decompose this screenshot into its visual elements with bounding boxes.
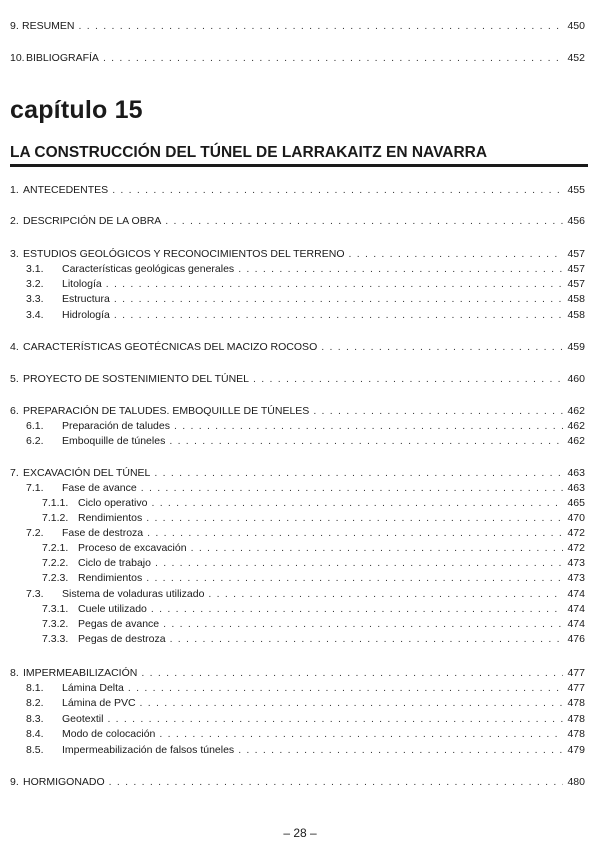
toc-entry-page: 470 <box>567 512 585 524</box>
toc-entry-number: 7.3.3. <box>42 633 69 645</box>
toc-entry-resumen <box>10 20 585 33</box>
toc-entry-label: Modo de colocación <box>62 728 156 740</box>
dot-leader <box>107 713 563 726</box>
toc-entry <box>26 697 585 710</box>
toc-entry-page: 477 <box>567 682 585 694</box>
dot-leader <box>114 309 564 322</box>
toc-entry-page: 463 <box>567 467 585 479</box>
toc-entry <box>10 405 585 418</box>
chapter-subtitle: LA CONSTRUCCIÓN DEL TÚNEL DE LARRAKAITZ EN NAVARRA <box>10 144 588 167</box>
toc-entry-page: 455 <box>567 184 585 196</box>
toc-entry-label: Geotextil <box>62 713 104 725</box>
toc-entry-label: Ciclo de trabajo <box>78 557 151 569</box>
dot-leader <box>155 557 564 570</box>
dot-leader <box>141 482 564 495</box>
toc-entry-page: 457 <box>567 263 585 275</box>
dot-leader <box>151 497 563 510</box>
toc-entry-number: 2. <box>10 215 19 227</box>
dot-leader <box>79 20 564 33</box>
dot-leader <box>163 618 563 631</box>
toc-entry-label: RESUMEN <box>22 20 75 32</box>
toc-entry-page: 463 <box>567 482 585 494</box>
dot-leader <box>112 184 563 197</box>
toc-entry-label: Sistema de voladuras utilizado <box>62 588 205 600</box>
toc-entry-number: 7.3. <box>26 588 44 600</box>
toc-entry <box>42 633 585 646</box>
toc-entry <box>42 497 585 510</box>
dot-leader <box>147 527 563 540</box>
toc-entry-number: 7.1.2. <box>42 512 69 524</box>
toc-entry-label: Rendimientos <box>78 512 143 524</box>
toc-entry <box>42 557 585 570</box>
dot-leader <box>348 248 563 261</box>
toc-entry-number: 5. <box>10 373 19 385</box>
toc-entry <box>10 184 585 197</box>
toc-entry-page: 476 <box>567 633 585 645</box>
toc-entry-page: 450 <box>567 20 585 32</box>
toc-entry-page: 465 <box>567 497 585 509</box>
toc-entry-number: 7.1. <box>26 482 44 494</box>
toc-entry-page: 452 <box>567 52 585 64</box>
toc-entry-number: 10. <box>10 52 25 64</box>
toc-entry <box>26 309 585 322</box>
toc-entry-label: Fase de avance <box>62 482 137 494</box>
dot-leader <box>106 278 564 291</box>
toc-entry <box>26 420 585 433</box>
dot-leader <box>151 603 564 616</box>
toc-entry-label: CARACTERÍSTICAS GEOTÉCNICAS DEL MACIZO ROCOSO <box>23 341 318 353</box>
toc-entry-page: 460 <box>567 373 585 385</box>
toc-entry-page: 462 <box>567 435 585 447</box>
dot-leader <box>128 682 564 695</box>
toc-entry-number: 7. <box>10 467 19 479</box>
dot-leader <box>170 633 564 646</box>
toc-entry-number: 4. <box>10 341 19 353</box>
toc-entry-page: 459 <box>567 341 585 353</box>
toc-entry-number: 8.5. <box>26 744 44 756</box>
toc-entry-number: 6.2. <box>26 435 44 447</box>
dot-leader <box>154 467 563 480</box>
toc-entry-number: 3.1. <box>26 263 44 275</box>
toc-entry-number: 3.3. <box>26 293 44 305</box>
dot-leader <box>174 420 563 433</box>
dot-leader <box>165 215 563 228</box>
toc-entry-page: 478 <box>567 728 585 740</box>
toc-entry <box>10 776 585 789</box>
toc-entry-page: 458 <box>567 293 585 305</box>
toc-entry-label: Ciclo operativo <box>78 497 148 509</box>
toc-entry-page: 472 <box>567 527 585 539</box>
toc-entry <box>10 341 585 354</box>
dot-leader <box>140 697 564 710</box>
toc-entry-number: 9. <box>10 20 19 32</box>
toc-entry <box>26 527 585 540</box>
dot-leader <box>141 667 563 680</box>
toc-entry-label: Litología <box>62 278 102 290</box>
toc-entry <box>10 215 585 228</box>
toc-entry <box>26 744 585 757</box>
toc-entry-label: Preparación de taludes <box>62 420 170 432</box>
toc-entry-label: EXCAVACIÓN DEL TÚNEL <box>23 467 151 479</box>
toc-entry <box>26 682 585 695</box>
toc-entry-page: 472 <box>567 542 585 554</box>
toc-entry-label: ESTUDIOS GEOLÓGICOS Y RECONOCIMIENTOS DEL TERRENO <box>23 248 345 260</box>
toc-entry <box>26 728 585 741</box>
toc-entry-page: 462 <box>567 405 585 417</box>
toc-entry-number: 7.2.2. <box>42 557 69 569</box>
toc-entry-page: 462 <box>567 420 585 432</box>
toc-entry-label: Pegas de destroza <box>78 633 166 645</box>
toc-entry-page: 473 <box>567 572 585 584</box>
dot-leader <box>114 293 564 306</box>
toc-entry-page: 457 <box>567 248 585 260</box>
toc-entry-label: HORMIGONADO <box>23 776 105 788</box>
dot-leader <box>238 263 563 276</box>
toc-entry-page: 478 <box>567 713 585 725</box>
dot-leader <box>208 588 563 601</box>
dot-leader <box>146 512 563 525</box>
toc-entry <box>26 588 585 601</box>
toc-entry-number: 3. <box>10 248 19 260</box>
toc-entry-number: 7.2. <box>26 527 44 539</box>
toc-entry-page: 479 <box>567 744 585 756</box>
toc-entry-number: 6. <box>10 405 19 417</box>
toc-entry-label: Proceso de excavación <box>78 542 187 554</box>
toc-entry-number: 1. <box>10 184 19 196</box>
toc-entry-label: Impermeabilización de falsos túneles <box>62 744 235 756</box>
toc-entry-page: 480 <box>567 776 585 788</box>
toc-entry-number: 8.3. <box>26 713 44 725</box>
toc-entry <box>10 467 585 480</box>
toc-entry-label: Lámina de PVC <box>62 697 136 709</box>
toc-entry-page: 477 <box>567 667 585 679</box>
dot-leader <box>159 728 563 741</box>
toc-entry <box>26 713 585 726</box>
toc-entry-label: Pegas de avance <box>78 618 160 630</box>
toc-entry-label: Fase de destroza <box>62 527 144 539</box>
toc-entry <box>42 618 585 631</box>
toc-entry-page: 457 <box>567 278 585 290</box>
toc-entry <box>42 572 585 585</box>
dot-leader <box>313 405 563 418</box>
toc-entry-number: 3.4. <box>26 309 44 321</box>
toc-entry-label: ANTECEDENTES <box>23 184 109 196</box>
toc-entry-page: 474 <box>567 618 585 630</box>
toc-entry-label: IMPERMEABILIZACIÓN <box>23 667 138 679</box>
toc-entry-number: 9. <box>10 776 19 788</box>
toc-entry-number: 8.4. <box>26 728 44 740</box>
toc-entry <box>10 373 585 386</box>
toc-entry <box>26 263 585 276</box>
toc-entry-number: 7.1.1. <box>42 497 69 509</box>
toc-entry-number: 6.1. <box>26 420 44 432</box>
toc-entry-label: Hidrología <box>62 309 110 321</box>
toc-entry-label: Estructura <box>62 293 110 305</box>
toc-entry-label: Lámina Delta <box>62 682 124 694</box>
toc-entry-page: 474 <box>567 603 585 615</box>
dot-leader <box>146 572 563 585</box>
toc-entry-page: 473 <box>567 557 585 569</box>
page-number: – 28 – <box>283 826 317 840</box>
toc-entry <box>42 512 585 525</box>
toc-entry-number: 3.2. <box>26 278 44 290</box>
toc-entry <box>42 603 585 616</box>
toc-entry-number: 8.2. <box>26 697 44 709</box>
toc-entry-number: 8.1. <box>26 682 44 694</box>
toc-entry <box>10 248 585 261</box>
toc-entry <box>26 482 585 495</box>
toc-entry <box>42 542 585 555</box>
toc-entry-label: BIBLIOGRAFÍA <box>26 52 99 64</box>
toc-entry-label: PROYECTO DE SOSTENIMIENTO DEL TÚNEL <box>23 373 249 385</box>
toc-entry-number: 7.2.1. <box>42 542 69 554</box>
toc-entry <box>26 435 585 448</box>
toc-entry-bibliografia <box>10 52 585 65</box>
toc-entry-page: 456 <box>567 215 585 227</box>
toc-entry-number: 7.3.1. <box>42 603 69 615</box>
toc-entry-page: 478 <box>567 697 585 709</box>
dot-leader <box>103 52 564 65</box>
dot-leader <box>238 744 563 757</box>
toc-entry <box>26 278 585 291</box>
dot-leader <box>253 373 563 386</box>
dot-leader <box>169 435 563 448</box>
toc-entry-page: 474 <box>567 588 585 600</box>
toc-entry-label: Características geológicas generales <box>62 263 235 275</box>
toc-entry-label: Emboquille de túneles <box>62 435 166 447</box>
toc-entry-label: DESCRIPCIÓN DE LA OBRA <box>23 215 162 227</box>
dot-leader <box>191 542 564 555</box>
toc-entry-label: Cuele utilizado <box>78 603 147 615</box>
toc-entry-number: 7.3.2. <box>42 618 69 630</box>
toc-entry-page: 458 <box>567 309 585 321</box>
dot-leader <box>109 776 564 789</box>
chapter-title: capítulo 15 <box>10 96 143 124</box>
toc-entry-label: PREPARACIÓN DE TALUDES. EMBOQUILLE DE TÚNELES <box>23 405 310 417</box>
toc-entry-number: 8. <box>10 667 19 679</box>
toc-entry-label: Rendimientos <box>78 572 143 584</box>
dot-leader <box>321 341 563 354</box>
toc-entry <box>10 667 585 680</box>
toc-entry <box>26 293 585 306</box>
toc-entry-number: 7.2.3. <box>42 572 69 584</box>
